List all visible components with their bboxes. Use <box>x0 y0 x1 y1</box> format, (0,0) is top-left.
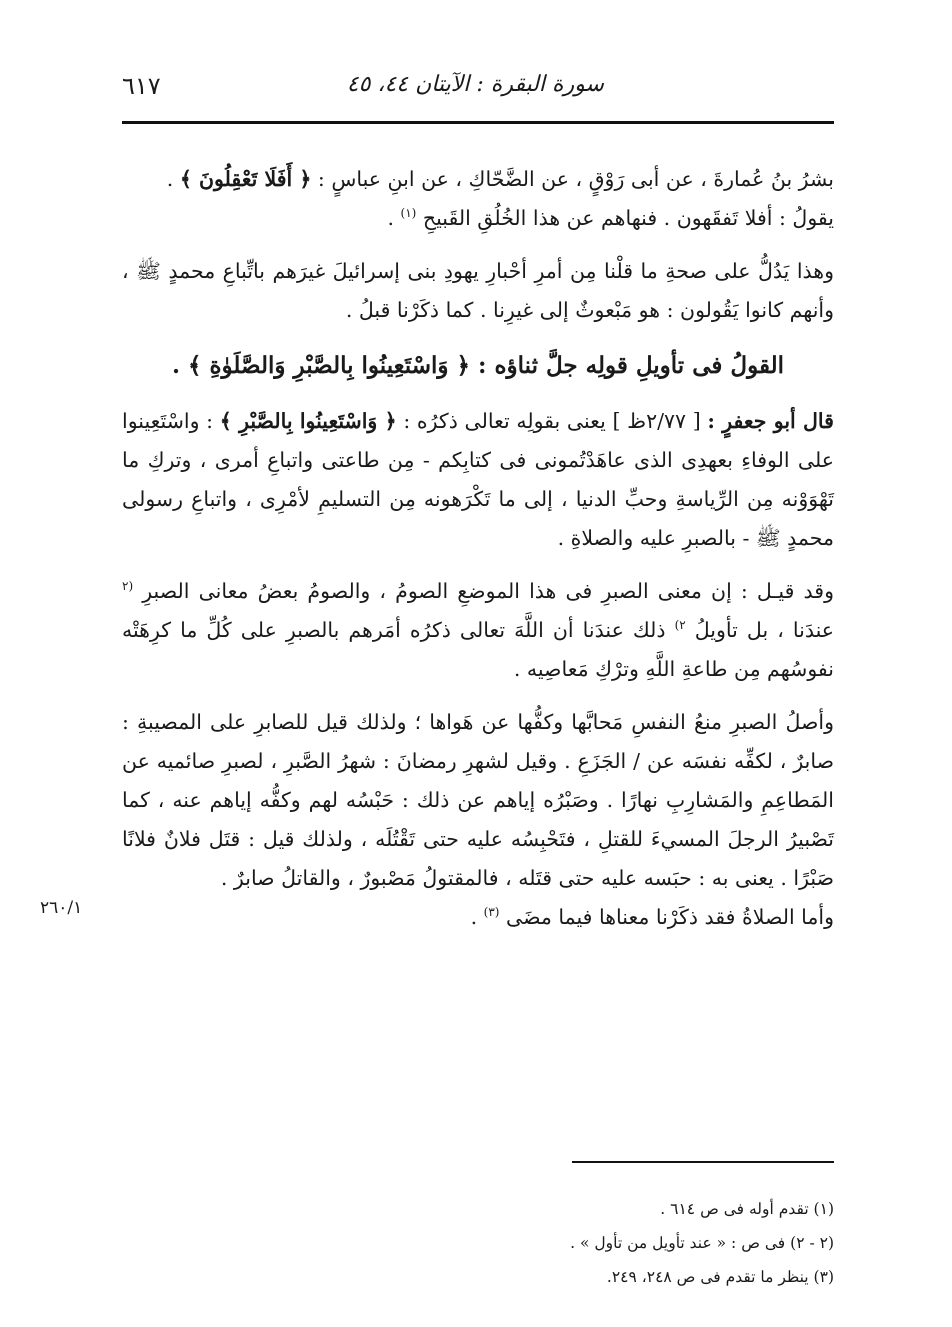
section-heading <box>122 344 834 388</box>
page-number: ٦١٧ <box>122 72 161 100</box>
header-rule <box>122 121 834 124</box>
footnote-1: (١) تقدم أوله فى ص ٦١٤ . <box>660 1200 834 1218</box>
footnote-ref-1[interactable]: (١) <box>400 206 417 221</box>
footnote-ref-2-open[interactable]: (٢ <box>122 579 134 594</box>
paragraph-4 <box>122 572 834 689</box>
footnote-3: (٣) ينظر ما تقدم فى ص ٢٤٨، ٢٤٩. <box>606 1268 834 1286</box>
running-title: سورة البقرة : الآيتان ٤٤، ٤٥ <box>346 72 604 97</box>
paragraph-1-text-b: . <box>166 167 174 191</box>
paragraph-1-end: . <box>387 206 394 230</box>
paragraph-1 <box>122 160 834 238</box>
footnote-2: (٢ - ٢) فى ص : « عند تأويل من تأول » . <box>570 1234 834 1252</box>
paragraph-6-end: . <box>470 905 478 929</box>
heading-end: . <box>171 352 180 379</box>
paragraph-4-text-b: عندَنا ، بل تأويلُ <box>694 618 834 642</box>
heading-verse: ﴿ وَاسْتَعِينُوا بِالصَّبْرِ وَالصَّلَوٰةِ ﴾ <box>188 352 470 379</box>
paragraph-6 <box>122 898 834 937</box>
footnotes <box>122 1192 834 1294</box>
heading-text: القولُ فى تأويلِ قولِه جلَّ ثناؤه : <box>477 352 784 379</box>
paragraph-1-text-a: بشرُ بنُ عُمارةَ ، عن أبى رَوْقٍ ، عن الضَّحّاكِ ، عن ابنِ عباسٍ : <box>317 167 834 191</box>
quran-verse: ﴿ أَفَلَا تَعْقِلُونَ ﴾ <box>179 167 312 191</box>
footnote-ref-3[interactable]: (٣) <box>483 905 500 920</box>
paragraph-4-text-c: ذلك عندَنا أن اللَّهَ تعالى ذكرُه أمَرهم بالصبرِ على كُلِّ ما كرِهَتْه نفوسُهم مِن طاعةِ اللَّهِ وترْكِ مَعاصِيه . <box>122 618 834 681</box>
paragraph-3-lead: قال أبو جعفرٍ : <box>707 409 834 433</box>
paragraph-4-text-a: وقد قيـل : إن معنى الصبرِ فى هذا الموضعِ الصومُ ، والصومُ بعضُ معانى الصبرِ <box>142 579 834 603</box>
page-header <box>122 72 834 108</box>
manuscript-ref: [ ٢/٧٧ظ ] <box>612 409 701 433</box>
footnote-separator <box>572 1161 834 1163</box>
paragraph-3-text-b: : واسْتَعِينوا على الوفاءِ بعهدِى الذى عاهَدْتُمونى فى كتابِكم - مِن طاعتى واتباعِ أمرى ، وتركِ ما تَهْوَوْنه مِن الرِّياسةِ وحبِّ الدنيا ، إلى ما تَكْرَهونه مِن التسليمِ لأمْرِى ، واتباعِ رسولى محمدٍ ﷺ - بالصبرِ عليه والصلاةِ . <box>122 409 834 550</box>
paragraph-3-text-a: يعنى بقولِه تعالى ذكرُه : <box>403 409 606 433</box>
paragraph-1-text-c: يقولُ : أفلا تَفقَهون . فنهاهم عن هذا الخُلُقِ القَبيحِ <box>422 206 834 230</box>
footnote-ref-2-close[interactable]: ٢) <box>674 618 686 633</box>
paragraph-3 <box>122 402 834 558</box>
margin-page-reference: ٢٦٠/١ <box>40 898 83 918</box>
main-text <box>122 160 834 937</box>
paragraph-2: وهذا يَدُلُّ على صحةِ ما قلْنا مِن أمرِ أحْبارِ يهودِ بنى إسرائيلَ غيرَهم باتِّباعِ محمدٍ ﷺ ، وأنهم كانوا يَقُولون : هو مَبْعوثٌ إلى غيرِنا . كما ذكَرْنا قبلُ . <box>122 259 834 322</box>
paragraph-5: وأصلُ الصبرِ منعُ النفسِ مَحابَّها وكفُّها عن هَواها ؛ ولذلك قيل للصابرِ على المصيبةِ : صابرٌ ، لكفِّه نفسَه عن / الجَزَعِ . وقيل لشهرِ رمضانَ : شهرُ الصَّبرِ ، لصبرِ صائميه عن المَطاعِمِ والمَشارِبِ نهارًا . وصَبْرُه إياهم عن ذلك : حَبْسُه لهم وكفُّه إياهم عنه ، كما تَصْبيرُ الرجلَ المسيءَ للقتلِ ، فتَحْبِسُه عليه حتى تَقْتُلَه ، ولذلك قيل : قتَل فلانٌ فلانًا صَبْرًا . يعنى به : حبَسه عليه حتى قتَله ، فالمقتولُ مَصْبورٌ ، والقاتلُ صابرٌ . <box>122 710 834 890</box>
paragraph-6-text: وأما الصلاةُ فقد ذكَرْنا معناها فيما مضَى <box>506 905 834 929</box>
paragraph-3-verse: ﴿ وَاسْتَعِينُوا بِالصَّبْرِ ﴾ <box>219 409 397 433</box>
